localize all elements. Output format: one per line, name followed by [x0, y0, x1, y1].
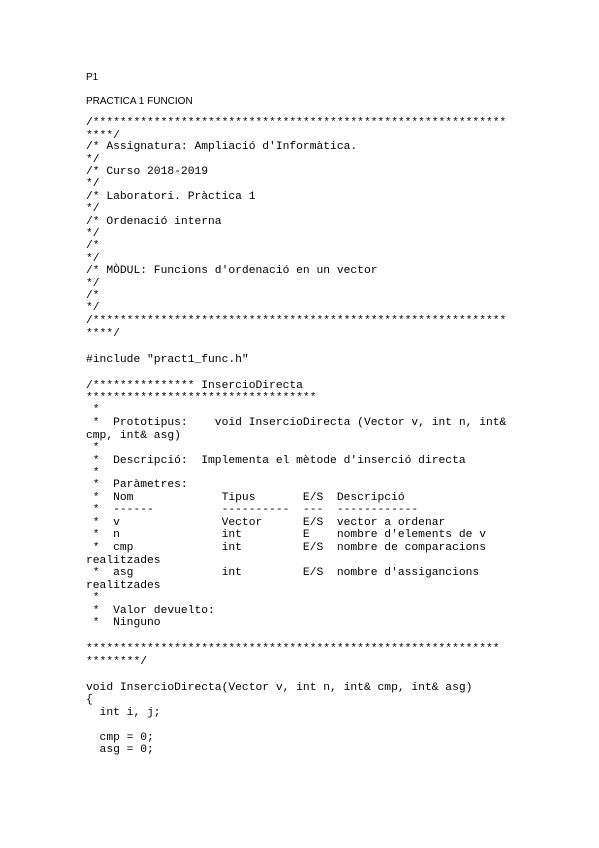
code-line: *************************************************************	[86, 643, 500, 655]
section-title: PRACTICA 1 FUNCION	[86, 96, 193, 107]
code-line: /* Curso 2018-2019	[86, 166, 209, 178]
page-label: P1	[86, 72, 99, 83]
code-line: * Descripció: Implementa el mètode d'inserció directa	[86, 455, 466, 467]
code-line: realitzades	[86, 555, 161, 567]
code-line: #include "pract1_func.h"	[86, 354, 249, 366]
code-line: */	[86, 302, 100, 314]
code-line: *	[86, 442, 100, 454]
code-line: */	[86, 228, 100, 240]
code-line: cmp = 0;	[86, 732, 154, 744]
code-line: *	[86, 404, 100, 416]
code-line: /*************************************************************	[86, 117, 507, 129]
code-line: *	[86, 467, 100, 479]
code-line: */	[86, 154, 100, 166]
code-line: * Ninguno	[86, 617, 161, 629]
code-line: */	[86, 253, 100, 265]
code-line: * Prototipus: void InsercioDirecta (Vector v, int n, int&	[86, 417, 507, 429]
code-line: * Valor devuelto:	[86, 605, 215, 617]
code-line: * v Vector E/S vector a ordenar	[86, 517, 446, 529]
code-line: /*************************************************************	[86, 315, 507, 327]
code-line: * asg int E/S nombre d'assigancions	[86, 567, 480, 579]
code-line: /*************** InsercioDirecta	[86, 380, 303, 392]
code-line: /* MÒDUL: Funcions d'ordenació en un vector	[86, 265, 378, 277]
code-line: */	[86, 203, 100, 215]
code-line: void InsercioDirecta(Vector v, int n, int& cmp, int& asg)	[86, 682, 473, 694]
code-line: realitzades	[86, 580, 161, 592]
code-line: */	[86, 178, 100, 190]
code-line: /* Ordenació interna	[86, 216, 222, 228]
code-line: int i, j;	[86, 707, 161, 719]
code-line: * n int E nombre d'elements de v	[86, 529, 486, 541]
code-line: cmp, int& asg)	[86, 430, 181, 442]
code-line: **********************************	[86, 392, 317, 404]
code-line: /*	[86, 290, 100, 302]
code-line: *	[86, 592, 100, 604]
code-line: ********/	[86, 656, 148, 668]
code-line: * Paràmetres:	[86, 479, 188, 491]
code-line: ****/	[86, 328, 120, 340]
code-line: /*	[86, 240, 100, 252]
code-line: {	[86, 694, 93, 706]
code-line: /* Assignatura: Ampliació d'Informàtica.	[86, 141, 358, 153]
code-line: asg = 0;	[86, 744, 154, 756]
code-line: * cmp int E/S nombre de comparacions	[86, 542, 486, 554]
code-line: * Nom Tipus E/S Descripció	[86, 492, 405, 504]
code-line: /* Laboratori. Pràctica 1	[86, 191, 256, 203]
code-line: ****/	[86, 130, 120, 142]
code-line: */	[86, 278, 100, 290]
code-line: * ------ ---------- --- ------------	[86, 504, 419, 516]
